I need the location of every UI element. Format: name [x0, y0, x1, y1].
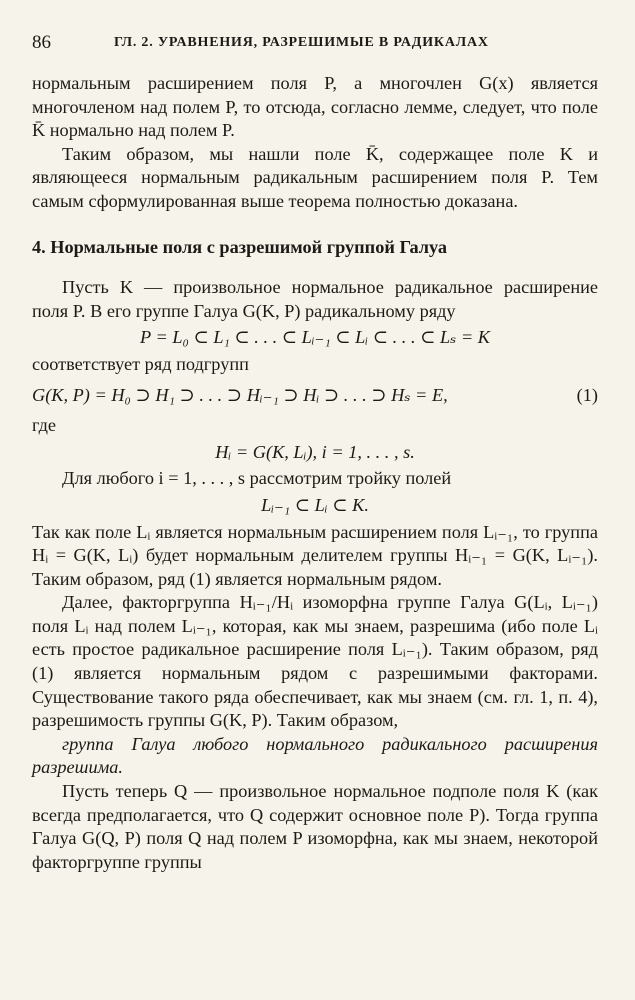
paragraph-3: Пусть K — произвольное нормальное радикальное расширение поля P. В его группе Галуа G(K, P) радикальному ряду — [32, 277, 598, 321]
equation-subgroup-series — [32, 384, 598, 408]
page-body — [32, 72, 598, 874]
equation-radical-series: P = L₀ ⊂ L₁ ⊂ . . . ⊂ Lᵢ₋₁ ⊂ Lᵢ ⊂ . . . ⊂ Lₛ = K — [140, 327, 490, 348]
paragraph-5: где — [32, 415, 57, 436]
paragraph-7: Так как поле Lᵢ является нормальным расширением поля Lᵢ₋₁, то группа Hᵢ = G(K, Lᵢ) будет нормальным делителем группы Hᵢ₋₁ = G(K, Lᵢ₋₁). Таким образом, ряд (1) является нормальным рядом. — [32, 521, 598, 589]
running-title: ГЛ. 2. УРАВНЕНИЯ, РАЗРЕШИМЫЕ В РАДИКАЛАХ — [114, 35, 489, 50]
paragraph-1: нормальным расширением поля P, а многочлен G(x) является многочленом над полем P, то отсюда, согласно лемме, следует, что поле K̄ нормально над полем P. — [32, 73, 598, 141]
equation-field-triple: Lᵢ₋₁ ⊂ Lᵢ ⊂ K. — [261, 494, 369, 515]
paragraph-4: соответствует ряд подгрупп — [32, 353, 249, 374]
equation-number: (1) — [576, 384, 598, 405]
equation-subgroup-series-body: G(K, P) = H₀ ⊃ H₁ ⊃ . . . ⊃ Hᵢ₋₁ ⊃ Hᵢ ⊃ . . . ⊃ Hₛ = E, — [32, 384, 448, 405]
paragraph-2: Таким образом, мы нашли поле K̄, содержащее поле K и являющееся нормальным радикальным расширением поля P. Тем самым сформулированная выше теорема полностью доказана. — [32, 143, 598, 211]
theorem-statement: группа Галуа любого нормального радикального расширения разрешима. — [32, 733, 598, 778]
paragraph-6: Для любого i = 1, . . . , s рассмотрим тройку полей — [62, 468, 452, 489]
page-number: 86 — [32, 32, 51, 53]
paragraph-10: Пусть теперь Q — произвольное нормальное подполе поля K (как всегда предполагается, что Q содержит основное поле P). Тогда группа Галуа G(Q, P) поля Q над полем P изоморфна, как мы знаем, некоторой факторгруппе группы — [32, 781, 598, 872]
paragraph-8: Далее, факторгруппа Hᵢ₋₁/Hᵢ изоморфна группе Галуа G(Lᵢ, Lᵢ₋₁) поля Lᵢ над полем Lᵢ₋₁, которая, как мы знаем, разрешима (ибо поле Lᵢ есть простое радикальное расширение поля Lᵢ₋₁). Таким образом, ряд (1) является нормальным рядом с разрешимыми факторами. Существование такого ряда обеспечивает, как мы знаем (см. гл. 1, п. 4), разрешимость группы G(K, P). Таким образом, — [32, 592, 598, 731]
section-heading: 4. Нормальные поля с разрешимой группой Галуа — [32, 236, 448, 257]
equation-subgroup-definition: Hᵢ = G(K, Lᵢ), i = 1, . . . , s. — [215, 441, 415, 462]
page-header — [32, 32, 605, 56]
